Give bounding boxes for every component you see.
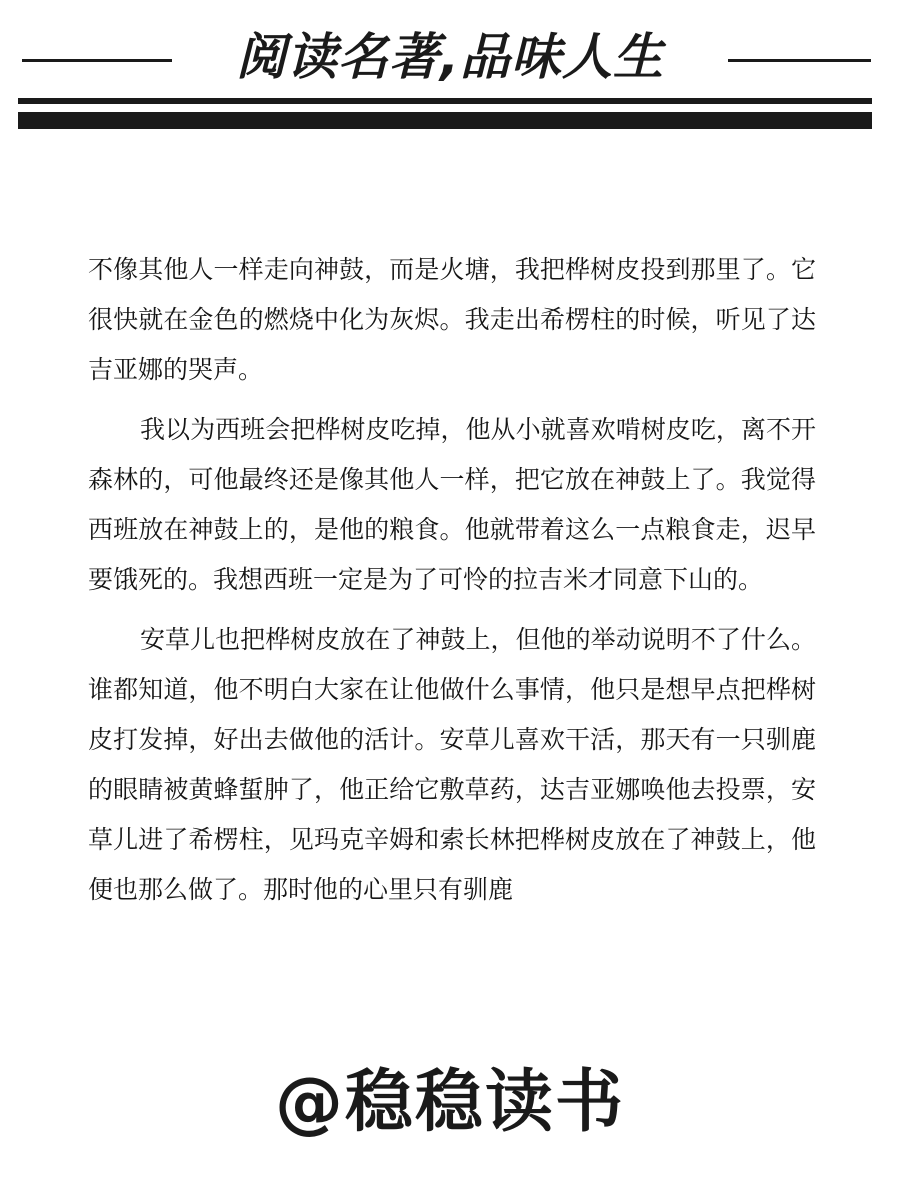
article-body [88,245,816,925]
header-thick-rule [18,112,872,129]
header-thin-rule [18,98,872,104]
header-title: 阅读名著,品味人生 [236,28,664,86]
page-header [0,0,900,140]
paragraph-3: 安草儿也把桦树皮放在了神鼓上，但他的举动说明不了什么。谁都知道，他不明白大家在让他做什么事情，他只是想早点把桦树皮打发掉，好出去做他的活计。安草儿喜欢干活，那天有一只驯鹿的眼睛被黄蜂蜇肿了，他正给它敷草药，达吉亚娜唤他去投票，安草儿进了希楞柱，见玛克辛姆和索长林把桦树皮放在了神鼓上，他便也那么做了。那时他的心里只有驯鹿 [88,625,816,904]
footer-watermark: @稳稳读书 [274,1063,625,1142]
header-right-line [728,59,871,62]
header-left-line [22,59,172,62]
paragraph-1: 不像其他人一样走向神鼓，而是火塘，我把桦树皮投到那里了。它很快就在金色的燃烧中化为灰烬。我走出希楞柱的时候，听见了达吉亚娜的哭声。 [88,255,816,384]
paragraph-2: 我以为西班会把桦树皮吃掉，他从小就喜欢啃树皮吃，离不开森林的，可他最终还是像其他人一样，把它放在神鼓上了。我觉得西班放在神鼓上的，是他的粮食。他就带着这么一点粮食走，迟早要饿死的。我想西班一定是为了可怜的拉吉米才同意下山的。 [88,415,816,594]
